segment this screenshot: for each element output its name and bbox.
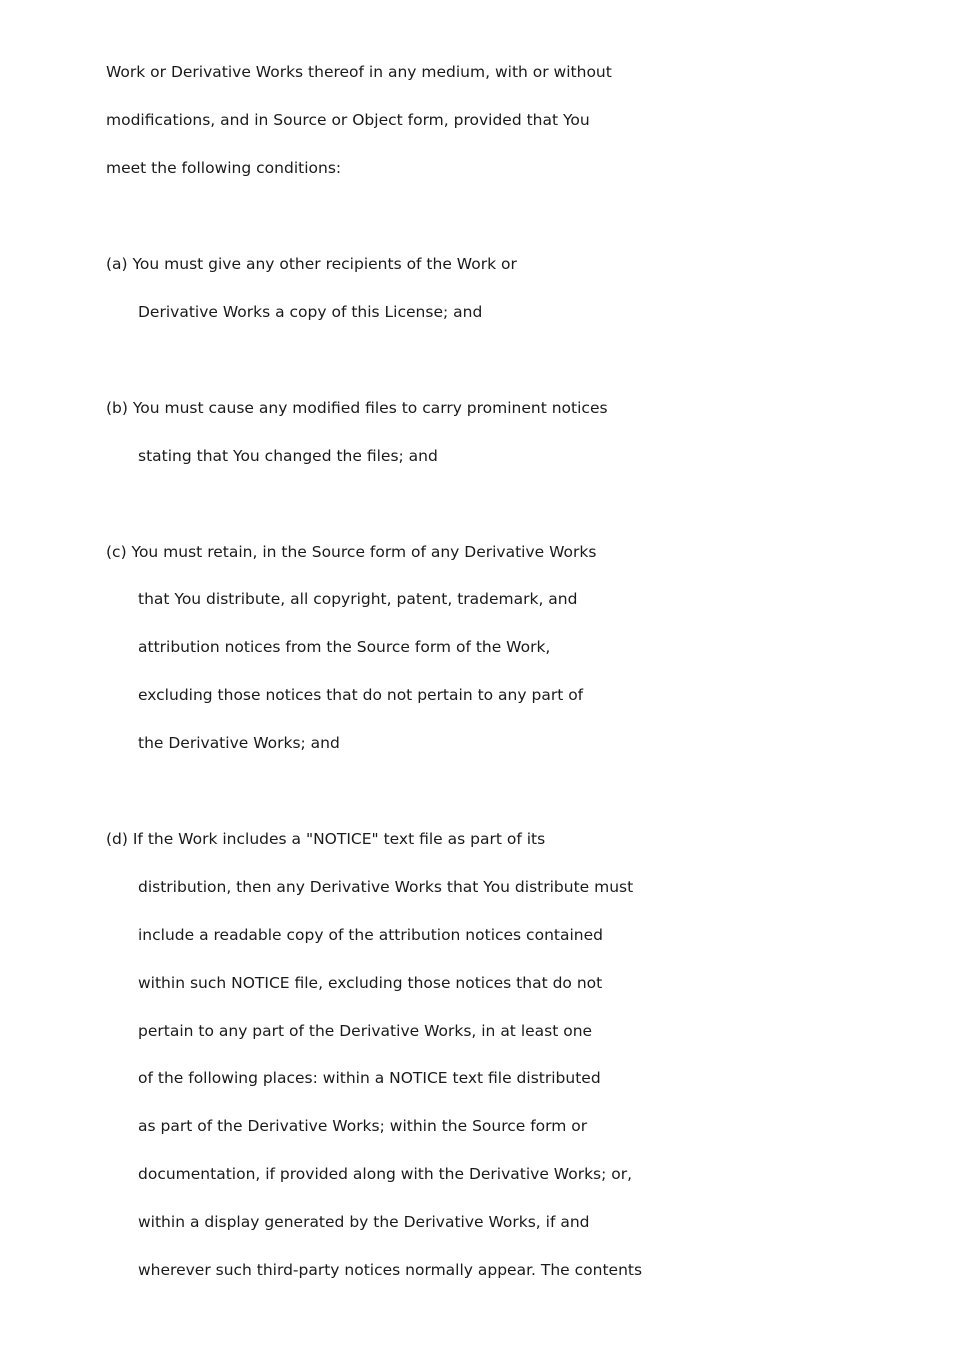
clause-d-line: wherever such third-party notices normally appear. The contents bbox=[138, 1261, 643, 1279]
intro-line: Work or Derivative Works thereof in any medium, with or without bbox=[106, 63, 612, 81]
clause-d-line: (d) If the Work includes a "NOTICE" text file as part of its bbox=[106, 830, 546, 848]
clause-d-line: documentation, if provided along with the Derivative Works; or, bbox=[138, 1165, 633, 1183]
clause-a-line: (a) You must give any other recipients of the Work or bbox=[106, 255, 517, 273]
clause-d-line: pertain to any part of the Derivative Works, in at least one bbox=[138, 1022, 593, 1040]
intro-line: modifications, and in Source or Object form, provided that You bbox=[106, 111, 590, 129]
clause-d-line: of the following places: within a NOTICE text file distributed bbox=[138, 1069, 601, 1087]
clause-d-line: as part of the Derivative Works; within the Source form or bbox=[138, 1117, 588, 1135]
clause-d-line: distribution, then any Derivative Works that You distribute must bbox=[138, 878, 634, 896]
clause-b-line: stating that You changed the files; and bbox=[138, 447, 438, 465]
clause-d-line: include a readable copy of the attribution notices contained bbox=[138, 926, 603, 944]
clause-c-line: (c) You must retain, in the Source form of any Derivative Works bbox=[106, 543, 597, 561]
clause-c-line: attribution notices from the Source form of the Work, bbox=[138, 638, 551, 656]
clause-c-line: that You distribute, all copyright, patent, trademark, and bbox=[138, 590, 578, 608]
clause-c-line: excluding those notices that do not pertain to any part of bbox=[138, 686, 584, 704]
intro-line: meet the following conditions: bbox=[106, 159, 342, 177]
clause-c-line: the Derivative Works; and bbox=[138, 734, 340, 752]
clause-b-line: (b) You must cause any modified files to carry prominent notices bbox=[106, 399, 608, 417]
clause-a-line: Derivative Works a copy of this License; and bbox=[138, 303, 483, 321]
clause-d-line: within a display generated by the Derivative Works, if and bbox=[138, 1213, 590, 1231]
clause-d-line: within such NOTICE file, excluding those notices that do not bbox=[138, 974, 603, 992]
